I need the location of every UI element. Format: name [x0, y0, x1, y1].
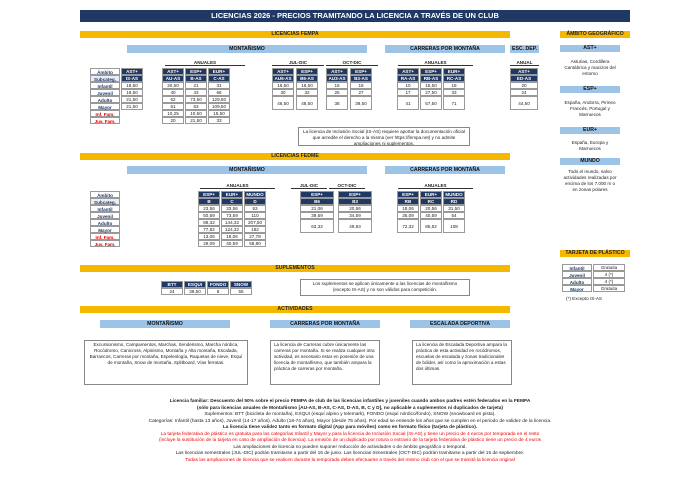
fedme-carr-sub: RD: [443, 198, 465, 205]
fempa-carr-cell: 71: [443, 96, 465, 110]
fedme-mont-cell: 63,32: [300, 219, 334, 233]
fempa-carr-cell: 57,50: [420, 96, 442, 110]
fempa-mont-cell: 62: [162, 96, 184, 103]
fedme-carreras-anuales-label: ANUALES: [398, 183, 473, 189]
footer-line: La licencia tiene validez tanto en formato digital (App para móviles) como en formato físico (tarjeta de plástico).: [222, 425, 478, 430]
actividad-header-carreras: CARRERAS POR MONTAÑA: [270, 320, 380, 328]
fedme-mont-cell: 110: [244, 212, 266, 219]
suplemento-head: ESQUI: [184, 281, 206, 288]
fempa-semi-sub: AU3-AS: [326, 75, 348, 82]
ambito-text-ast: Asturias, Cordillera Cantábrica y macizos del entorno: [564, 59, 616, 76]
fedme-carr-cell: 72,32: [397, 219, 419, 233]
fempa-semi-cell: 48,50: [296, 96, 318, 110]
footer-line: (sólo para licencias anuales de Montañismo [AU-AS, B-AS, C-AS, D-AS, B, C y D], no aplicable a suplementos ni duplicados de tarjeta): [197, 405, 503, 411]
fedme-mont-cell: 20,56: [338, 205, 372, 212]
fempa-esc-head: AST+: [510, 68, 538, 75]
fempa-cell-inclusion: IS-AS: [121, 75, 143, 82]
fedme-mont-head: EUR+: [221, 191, 243, 198]
fempa-semi-cell: 46,50: [272, 96, 294, 110]
fedme-mont-cell: 40,59: [221, 240, 243, 247]
fedme-mont-cell: 207,50: [244, 219, 266, 226]
fempa-mont-cell: 10,50: [185, 110, 207, 117]
fempa-esc-cell: 44,50: [510, 96, 538, 110]
fedme-section-bar: LICENCIAS FEDME: [80, 153, 510, 160]
fempa-semi-cell: 27: [350, 89, 372, 96]
fempa-carr-cell: 10: [397, 82, 419, 89]
fedme-carr-cell: 54: [443, 212, 465, 219]
fedme-row-label: Juv. Fam.: [90, 240, 120, 247]
fempa-octdic-label: OCT-DIC: [326, 60, 378, 66]
fedme-mont-sub: B3: [338, 198, 372, 205]
fempa-mont-cell: 129,50: [208, 96, 230, 103]
fempa-semi-head: AST+: [326, 68, 348, 75]
fempa-carr-cell: 17: [397, 89, 419, 96]
actividad-header-escalada: ESCALADA DEPORTIVA: [410, 320, 510, 328]
fempa-row-label: Inf. Fam.: [90, 110, 120, 117]
fempa-section-bar: LICENCIAS FEMPA: [80, 31, 510, 38]
fedme-mont-cell: 39,59: [300, 212, 334, 219]
fempa-esc-sub: ED-AS: [510, 75, 538, 82]
ambito-head-mundo: MUNDO: [560, 158, 620, 165]
tarjeta-row-value: Gratuita: [593, 285, 625, 292]
fedme-montanismo-header: MONTAÑISMO: [127, 166, 367, 174]
fempa-cell-inclusion: 18,50: [121, 82, 143, 89]
fempa-cell-inclusion: 19,50: [121, 89, 143, 96]
fempa-row-label: Subcateg.: [90, 75, 120, 82]
suplementos-note: Los suplementos se aplican únicamente a las licencias de montañismo (excepto IS-AS) y no son válidos para competición.: [300, 279, 470, 296]
tarjeta-row-label: Infantil: [562, 264, 592, 271]
fempa-mont-cell: 21: [185, 82, 207, 89]
fedme-carr-sub: RC: [420, 198, 442, 205]
fempa-semi-cell: 32: [296, 89, 318, 96]
tarjeta-row-label: Juvenil: [562, 271, 592, 278]
fempa-mont-cell: 63: [185, 103, 207, 110]
tarjeta-row-label: Mayor: [562, 285, 592, 292]
suplemento-head: SNOW: [230, 281, 252, 288]
fedme-mont-cell: 182: [244, 226, 266, 233]
fempa-cell-inclusion: AST+: [121, 68, 143, 75]
fedme-mont-cell: 77,82: [198, 226, 220, 233]
fempa-semi-cell: 25: [326, 89, 348, 96]
fempa-semi-cell: 16,50: [272, 82, 294, 89]
fedme-carr-cell: 85,82: [420, 219, 442, 233]
fempa-mont-cell: 20,50: [162, 82, 184, 89]
fedme-mont-cell: 34,59: [338, 212, 372, 219]
footer-line: Las ampliaciones de licencia no pueden suponer reducción de actividades o de ámbito geográfico o temporal.: [233, 444, 467, 450]
fempa-mont-cell: 21,50: [185, 117, 207, 124]
fempa-row-label: Infantil: [90, 82, 120, 89]
fempa-esc-cell: 24: [510, 89, 538, 96]
fempa-juldic-label: JUL-DIC: [272, 60, 324, 66]
fempa-anuales-label: ANUALES: [165, 60, 245, 66]
suplemento-price: 24: [161, 288, 183, 295]
fedme-mont-sub: C: [221, 198, 243, 205]
fedme-row-label: Infantil: [90, 205, 120, 212]
fempa-mont-cell: 40: [162, 89, 184, 96]
fempa-esc-header: ESC. DEP.: [512, 46, 537, 52]
actividades-section-bar: ACTIVIDADES: [80, 306, 510, 313]
fedme-mont-cell: 13,06: [198, 233, 220, 240]
actividad-text-carreras: La licencia de Carreras cubre únicamente las carreras por montaña. Si se realiza cualquier otra actividad, es necesario estar en posesión de una licencia de montañismo, que también ampara la práctica de carreras por montaña.: [270, 340, 380, 385]
fempa-carr-cell: 41: [397, 96, 419, 110]
page-title: LICENCIAS 2026 - PRECIOS TRAMITANDO LA LICENCIA A TRAVÉS DE UN CLUB: [80, 10, 630, 22]
fedme-mont-cell: 18,06: [221, 233, 243, 240]
fedme-octdic-label: OCT-DIC: [329, 183, 365, 189]
fempa-row-label: Juvenil: [90, 89, 120, 96]
fedme-row-label: Adulto: [90, 219, 120, 226]
fempa-semi-cell: 18,50: [296, 82, 318, 89]
fempa-mont-sub: C-AS: [208, 75, 230, 82]
footer-line: Todas las ampliaciones de licencia que se realicen durante la temporada deben efectuarse a través del mismo club con el que se tramitó la licencia original: [185, 457, 515, 463]
fedme-carr-cell: 108: [443, 219, 465, 233]
fempa-semi-cell: 16: [326, 82, 348, 89]
fempa-carr-sub: RA-AS: [397, 75, 419, 82]
fempa-mont-cell: 33: [208, 117, 230, 124]
suplemento-head: FONDO: [207, 281, 229, 288]
fedme-mont-cell: 27,78: [244, 233, 266, 240]
suplemento-head: BTT: [161, 281, 183, 288]
fempa-mont-cell: 66: [208, 89, 230, 96]
fedme-mont-head: ESP+: [198, 191, 220, 198]
fempa-mont-cell: 10,25: [162, 110, 184, 117]
fempa-semi-cell: 18: [350, 82, 372, 89]
fempa-mont-head: AST+: [162, 68, 184, 75]
fempa-row-label: Ámbito: [90, 68, 120, 75]
fempa-semi-head: AST+: [272, 68, 294, 75]
footer-line: (incluye la sustitución de la tarjeta en caso de ampliación de licencia). La emisión de un duplicado por rotura o extravío de la tarjeta federativa de plástico tiene un precio de 4 euros: [158, 438, 542, 443]
fedme-carr-head: EUR+: [420, 191, 442, 198]
fempa-mont-cell: 20: [162, 117, 184, 124]
fempa-mont-sub: B-AS: [185, 75, 207, 82]
fempa-carr-sub: RC-AS: [443, 75, 465, 82]
fempa-carreras-anuales-label: ANUALES: [398, 60, 473, 66]
fedme-row-label: Inf. Fam.: [90, 233, 120, 240]
fedme-mont-cell: 21,06: [300, 205, 334, 212]
ambito-section-bar: ÁMBITO GEOGRÁFICO: [560, 31, 630, 38]
fempa-esc-cell: 20: [510, 82, 538, 89]
fedme-mont-cell: 33,56: [221, 205, 243, 212]
fedme-carr-cell: 40,59: [420, 212, 442, 219]
fedme-row-label: Mayor: [90, 226, 120, 233]
fedme-mont-cell: 124,32: [221, 226, 243, 233]
fedme-carr-cell: 35,09: [397, 212, 419, 219]
fempa-carr-head: EUR+: [443, 68, 465, 75]
actividad-header-montanismo: MONTAÑISMO: [100, 320, 230, 328]
ambito-head-ast: AST+: [560, 45, 620, 52]
fempa-mont-cell: 43: [185, 89, 207, 96]
fempa-row-label: Adulto: [90, 96, 120, 103]
footer-line: Las licencias semestrales (JUL-DIC) podrán tramitarse a partir del 15 de junio. Las licencias trimestrales (OCT-DIC) podrán tramitarse a partir del 15 de septiembre.: [175, 451, 525, 456]
fempa-carr-cell: 27,50: [420, 89, 442, 96]
fedme-carr-head: MUNDO: [443, 191, 465, 198]
fempa-semi-sub: B3-AS: [350, 75, 372, 82]
fedme-mont-sub: B: [198, 198, 220, 205]
fempa-mont-cell: 15,50: [208, 110, 230, 117]
ambito-head-esp: ESP+: [560, 86, 620, 93]
fedme-row-label: Subcateg.: [90, 198, 120, 205]
ambito-text-mundo: Todo el mundo, salvo actividades realizadas por encima de los 7.000 m o en zonas polares: [563, 169, 617, 192]
fedme-mont-cell: 88,32: [198, 219, 220, 226]
fempa-carr-cell: 15,50: [420, 82, 442, 89]
fempa-mont-head: EUR+: [208, 68, 230, 75]
fedme-mont-cell: 23,56: [198, 205, 220, 212]
footer-line: Suplementos: BTT (bicicleta de montaña), ESQUI (esquí alpino y telemark), FONDO (esquí nórdico/fondo), SNOW (snowboard en pista).: [204, 412, 496, 417]
suplemento-price: 8: [207, 288, 229, 295]
fempa-carr-cell: 18: [443, 82, 465, 89]
tarjeta-row-value: 4 (*): [593, 271, 625, 278]
fedme-carr-head: ESP+: [397, 191, 419, 198]
fedme-row-label: Juvenil: [90, 212, 120, 219]
fedme-carr-cell: 20,56: [420, 205, 442, 212]
suplemento-price: 39,50: [184, 288, 206, 295]
fedme-mont-cell: 50,59: [198, 212, 220, 219]
fedme-mont-cell: 58,80: [244, 240, 266, 247]
tarjeta-row-value: 4 (*): [593, 278, 625, 285]
fempa-carr-sub: RB-AS: [420, 75, 442, 82]
fempa-semi-head: ESP+: [350, 68, 372, 75]
ambito-text-eur: España, Europa y Marruecos: [571, 140, 609, 151]
fempa-montanismo-header: MONTAÑISMO: [127, 45, 367, 53]
footer-line: La tarjeta federativa de plástico es gratuita para las categorías Infantil y Mayor y para la licencia de Inclusión Social (IS-AS) y tiene un precio de 4 euros por temporada en el resto: [160, 431, 540, 437]
fedme-mont-head: ESP+: [300, 191, 334, 198]
tarjeta-row-label: Adulto: [562, 278, 592, 285]
suplemento-price: 55: [230, 288, 252, 295]
actividad-text-escalada: La licencia de Escalada Deportiva ampara la práctica de esta actividad en rocódromos, escuelas de escalada y zonas tradicionales de búlder, así como la aproximación a estas dos últimas.: [412, 340, 512, 385]
fempa-mont-cell: 73,50: [185, 96, 207, 103]
fempa-carr-head: ESP+: [420, 68, 442, 75]
footer-line: Categorías: Infantil (hasta 13 años), Juvenil (14-17 años), Adulto (18-74 años), Mayor (desde 75 años). Por edad se entiende los años que se cumplen en el periodo de validez de la licencia.: [148, 418, 552, 424]
fempa-semi-sub: B6-AS: [296, 75, 318, 82]
ambito-head-eur: EUR+: [560, 127, 620, 134]
fedme-carreras-header: CARRERAS POR MONTAÑA: [385, 166, 505, 174]
fempa-semi-cell: 39,50: [350, 96, 372, 110]
fempa-row-label: Juv. Fam.: [90, 117, 120, 124]
fempa-semi-sub: AU6-AS: [272, 75, 294, 82]
fedme-mont-cell: 144,32: [221, 219, 243, 226]
fedme-mont-sub: D: [244, 198, 266, 205]
footer-line: Licencia familiar: Descuento del 50% sobre el precio FEMPA de club de las licencias infantiles y juveniles cuando ambos padres estén federados en la FEMPA: [169, 399, 531, 404]
fedme-mont-cell: 73,59: [221, 212, 243, 219]
fempa-mont-sub: AU-AS: [162, 75, 184, 82]
fedme-anuales-label: ANUALES: [200, 183, 275, 189]
fempa-semi-cell: 30: [272, 89, 294, 96]
fedme-juldic-label: JUL-DIC: [291, 183, 327, 189]
fempa-carreras-header: CARRERAS POR MONTAÑA: [385, 45, 505, 53]
fempa-mont-head: ESP+: [185, 68, 207, 75]
tarjeta-row-value: Gratuita: [593, 264, 625, 271]
fempa-cell-inclusion: 21,50: [121, 96, 143, 103]
fedme-mont-sub: B6: [300, 198, 334, 205]
ambito-text-esp: España, Andorra, Pirineo Francés, Portugal y Marruecos: [564, 100, 616, 117]
footer-notes: [90, 399, 610, 464]
fempa-row-label: Mayor: [90, 103, 120, 110]
fedme-mont-cell: 49,83: [338, 219, 372, 233]
tarjeta-note: (*) Excepto IS-AS: [566, 296, 602, 301]
fempa-mont-cell: 31: [208, 82, 230, 89]
fedme-row-label: Ámbito: [90, 191, 120, 198]
fedme-mont-head: MUNDO: [244, 191, 266, 198]
fempa-cell-inclusion: 21,50: [121, 103, 143, 110]
fedme-carr-cell: 31,50: [443, 205, 465, 212]
fempa-inclusion-note: La licencia de Inclusión Social (IS-AS) requiere aportar la documentación oficial que acredite el derecho a la misma (ver https://fempa.net) y no admite ampliaciones ni suplementos.: [298, 127, 470, 146]
fempa-semi-head: ESP+: [296, 68, 318, 75]
fempa-carr-head: AST+: [397, 68, 419, 75]
fedme-carr-sub: RB: [397, 198, 419, 205]
fempa-mont-cell: 51: [162, 103, 184, 110]
tarjeta-section-bar: TARJETA DE PLÁSTICO: [560, 250, 630, 257]
fedme-carr-cell: 18,06: [397, 205, 419, 212]
suplementos-section-bar: SUPLEMENTOS: [80, 265, 510, 272]
fempa-anual-label: ANUAL: [510, 60, 539, 66]
fempa-mont-cell: 109,50: [208, 103, 230, 110]
fempa-semi-cell: 38: [326, 96, 348, 110]
fempa-carr-cell: 33: [443, 89, 465, 96]
actividad-text-montanismo: Excursionismo, Campamentos, Marchas, Senderismo, Marcha nórdica, Rocódromo, Canicross, Alpinismo, Montaña y Alta montaña, Escalada, Barrancos, Carreras por montaña, Espeleología, Raquetas de nieve, Esquí de montaña, Snow de montaña, Splitboard, Vías ferratas.: [84, 340, 248, 385]
fedme-mont-cell: 53: [244, 205, 266, 212]
fedme-mont-head: ESP+: [338, 191, 372, 198]
fedme-mont-cell: 29,09: [198, 240, 220, 247]
